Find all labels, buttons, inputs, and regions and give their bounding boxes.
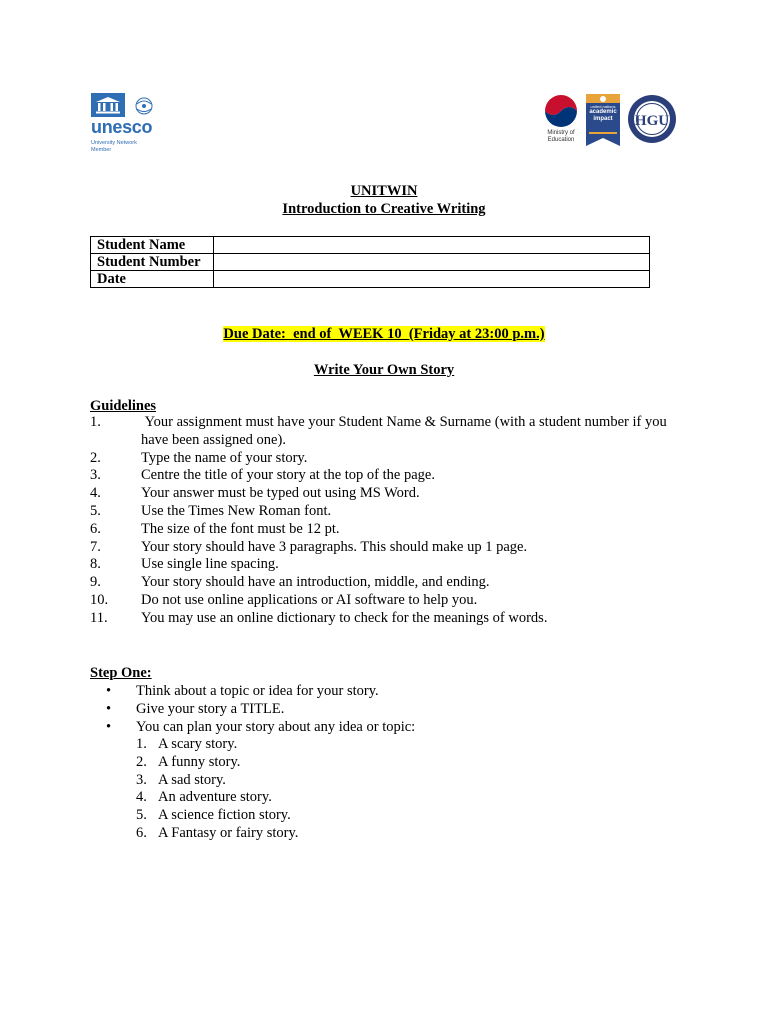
unesco-wordmark: unesco bbox=[91, 117, 153, 137]
list-item: 8. Use single line spacing. bbox=[90, 556, 279, 573]
story-topic-list bbox=[136, 736, 536, 843]
list-item: 6. A Fantasy or fairy story. bbox=[136, 824, 299, 841]
unesco-subtitle: University Network bbox=[91, 140, 137, 146]
list-item: 2. Type the name of your story. bbox=[90, 449, 308, 466]
unesco-logo bbox=[91, 93, 163, 155]
list-item: • Think about a topic or idea for your story. bbox=[106, 683, 379, 699]
list-item: 10. Do not use online applications or AI software to help you. bbox=[90, 591, 478, 608]
student-number-field[interactable] bbox=[214, 254, 650, 271]
step-one-bullets bbox=[104, 682, 664, 736]
list-item: 11. You may use an online dictionary to check for the meanings of words. bbox=[90, 609, 548, 626]
date-label: Date bbox=[91, 271, 214, 288]
list-item: • Give your story a TITLE. bbox=[106, 701, 285, 717]
student-number-label: Student Number bbox=[91, 254, 214, 271]
unesco-temple-icon bbox=[91, 93, 125, 117]
bullet-icon: • bbox=[106, 701, 112, 717]
list-item: 4. Your answer must be typed out using MS Word. bbox=[90, 485, 420, 502]
table-row bbox=[91, 254, 650, 271]
list-item: 3. A sad story. bbox=[136, 771, 226, 788]
assignment-title: Write Your Own Story bbox=[313, 362, 455, 378]
document-subtitle: Introduction to Creative Writing bbox=[282, 201, 486, 217]
partner-logos bbox=[541, 93, 679, 149]
student-name-field[interactable] bbox=[214, 237, 650, 254]
unesco-subtitle-2: Member bbox=[91, 147, 112, 153]
list-item: 5. Use the Times New Roman font. bbox=[90, 502, 332, 519]
academic-impact-label: united nations academic impact bbox=[589, 104, 617, 122]
table-row bbox=[91, 237, 650, 254]
hgu-monogram: HGU bbox=[634, 113, 670, 129]
list-item: 4. An adventure story. bbox=[136, 789, 272, 806]
student-info-table bbox=[90, 236, 650, 288]
list-item: 3. Centre the title of your story at the top of the page. bbox=[90, 467, 435, 484]
ministry-label: Ministry of Education bbox=[547, 130, 575, 143]
guidelines-list bbox=[90, 414, 680, 628]
step-one-heading: Step One: bbox=[90, 665, 152, 681]
list-item: • You can plan your story about any idea or topic: bbox=[106, 719, 416, 735]
list-item: 9. Your story should have an introduction, middle, and ending. bbox=[90, 574, 490, 591]
bullet-icon: • bbox=[106, 719, 112, 735]
bullet-icon: • bbox=[106, 683, 112, 699]
document-title: UNITWIN bbox=[350, 183, 418, 199]
table-row bbox=[91, 271, 650, 288]
date-field[interactable] bbox=[214, 271, 650, 288]
list-item: 1. Your assignment must have your Student Name & Surname (with a student number if you have been assigned one). bbox=[90, 414, 671, 448]
list-item: 1. A scary story. bbox=[136, 736, 238, 752]
list-item: 7. Your story should have 3 paragraphs. This should make up 1 page. bbox=[90, 538, 528, 555]
list-item: 5. A science fiction story. bbox=[136, 807, 291, 824]
list-item: 2. A funny story. bbox=[136, 753, 241, 770]
due-date-line bbox=[0, 325, 768, 343]
list-item: 6. The size of the font must be 12 pt. bbox=[90, 520, 340, 537]
student-name-label: Student Name bbox=[91, 237, 214, 254]
due-date-text: Due Date: end of WEEK 10 (Friday at 23:00 p.m.) bbox=[223, 326, 545, 342]
guidelines-heading: Guidelines bbox=[90, 398, 157, 414]
hgu-seal-icon bbox=[627, 94, 677, 144]
unitwin-network-icon bbox=[131, 95, 157, 117]
